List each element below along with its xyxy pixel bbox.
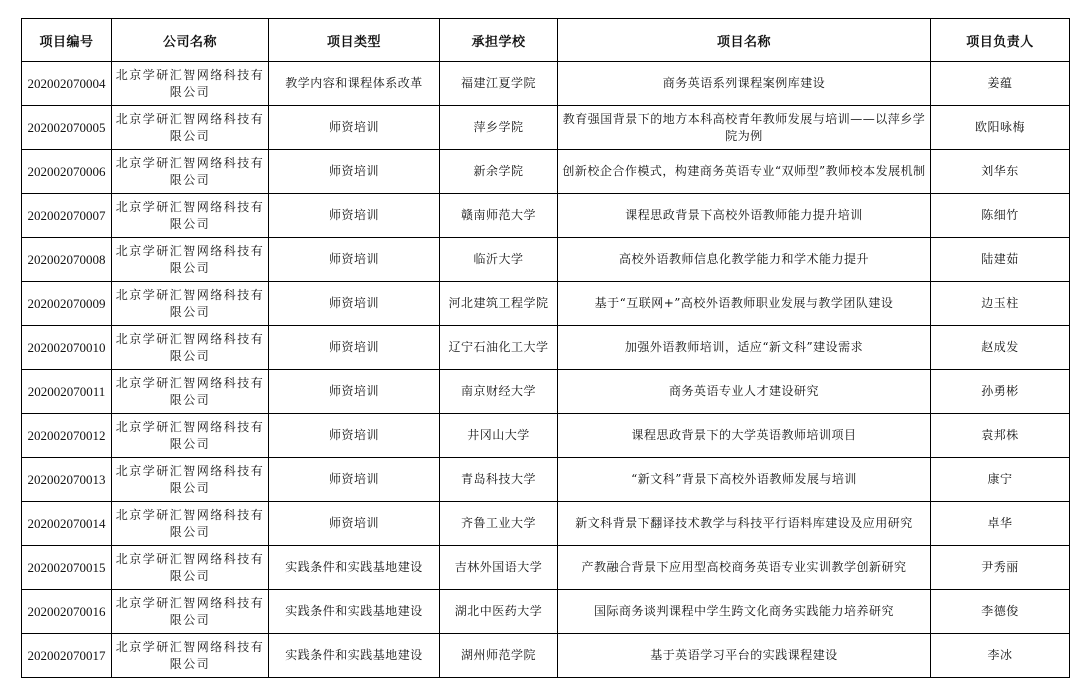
table-row [22, 150, 1070, 194]
cell-project-name: 创新校企合作模式，构建商务英语专业“双师型”教师校本发展机制 [558, 150, 931, 194]
cell-project-leader: 尹秀丽 [931, 546, 1070, 590]
cell-company-name: 北京学研汇智网络科技有限公司 [112, 238, 269, 282]
header-project-id: 项目编号 [22, 19, 112, 62]
cell-project-type: 师资培训 [269, 458, 440, 502]
cell-project-type: 师资培训 [269, 194, 440, 238]
cell-project-type: 实践条件和实践基地建设 [269, 634, 440, 678]
table-row [22, 502, 1070, 546]
cell-project-type: 师资培训 [269, 238, 440, 282]
cell-company-name: 北京学研汇智网络科技有限公司 [112, 634, 269, 678]
cell-company-name: 北京学研汇智网络科技有限公司 [112, 414, 269, 458]
cell-project-name: “新文科”背景下高校外语教师发展与培训 [558, 458, 931, 502]
cell-project-name: 基于英语学习平台的实践课程建设 [558, 634, 931, 678]
cell-school: 临沂大学 [440, 238, 558, 282]
cell-project-type: 师资培训 [269, 150, 440, 194]
cell-school: 南京财经大学 [440, 370, 558, 414]
cell-project-id: 202002070008 [22, 238, 112, 282]
cell-school: 齐鲁工业大学 [440, 502, 558, 546]
cell-project-name: 教育强国背景下的地方本科高校青年教师发展与培训——以萍乡学院为例 [558, 106, 931, 150]
cell-project-id: 202002070014 [22, 502, 112, 546]
cell-project-type: 师资培训 [269, 326, 440, 370]
cell-project-type: 师资培训 [269, 106, 440, 150]
cell-project-name: 商务英语系列课程案例库建设 [558, 62, 931, 106]
table-row [22, 194, 1070, 238]
cell-project-type: 师资培训 [269, 502, 440, 546]
table-row [22, 370, 1070, 414]
cell-project-name: 新文科背景下翻译技术教学与科技平行语料库建设及应用研究 [558, 502, 931, 546]
cell-project-id: 202002070006 [22, 150, 112, 194]
cell-school: 湖北中医药大学 [440, 590, 558, 634]
table-row [22, 106, 1070, 150]
cell-company-name: 北京学研汇智网络科技有限公司 [112, 106, 269, 150]
cell-company-name: 北京学研汇智网络科技有限公司 [112, 326, 269, 370]
cell-project-leader: 姜蕴 [931, 62, 1070, 106]
table-row [22, 634, 1070, 678]
table-row [22, 458, 1070, 502]
cell-school: 新余学院 [440, 150, 558, 194]
table-row [22, 414, 1070, 458]
cell-project-name: 课程思政背景下高校外语教师能力提升培训 [558, 194, 931, 238]
cell-project-leader: 陆建茹 [931, 238, 1070, 282]
header-project-type: 项目类型 [269, 19, 440, 62]
cell-project-id: 202002070009 [22, 282, 112, 326]
cell-project-id: 202002070013 [22, 458, 112, 502]
cell-project-leader: 康宁 [931, 458, 1070, 502]
cell-project-id: 202002070016 [22, 590, 112, 634]
cell-project-leader: 卓华 [931, 502, 1070, 546]
cell-project-name: 课程思政背景下的大学英语教师培训项目 [558, 414, 931, 458]
cell-company-name: 北京学研汇智网络科技有限公司 [112, 62, 269, 106]
cell-company-name: 北京学研汇智网络科技有限公司 [112, 194, 269, 238]
table-row [22, 590, 1070, 634]
cell-project-id: 202002070015 [22, 546, 112, 590]
cell-project-name: 产教融合背景下应用型高校商务英语专业实训教学创新研究 [558, 546, 931, 590]
cell-school: 青岛科技大学 [440, 458, 558, 502]
cell-company-name: 北京学研汇智网络科技有限公司 [112, 150, 269, 194]
cell-company-name: 北京学研汇智网络科技有限公司 [112, 458, 269, 502]
cell-project-type: 实践条件和实践基地建设 [269, 546, 440, 590]
table-row [22, 62, 1070, 106]
cell-project-leader: 孙勇彬 [931, 370, 1070, 414]
cell-project-name: 国际商务谈判课程中学生跨文化商务实践能力培养研究 [558, 590, 931, 634]
cell-company-name: 北京学研汇智网络科技有限公司 [112, 282, 269, 326]
cell-project-type: 师资培训 [269, 414, 440, 458]
cell-project-leader: 赵成发 [931, 326, 1070, 370]
cell-company-name: 北京学研汇智网络科技有限公司 [112, 590, 269, 634]
cell-school: 萍乡学院 [440, 106, 558, 150]
cell-project-name: 加强外语教师培训，适应“新文科”建设需求 [558, 326, 931, 370]
cell-project-name: 基于“互联网+”高校外语教师职业发展与教学团队建设 [558, 282, 931, 326]
table-row [22, 326, 1070, 370]
table-row [22, 282, 1070, 326]
cell-project-id: 202002070011 [22, 370, 112, 414]
cell-project-name: 商务英语专业人才建设研究 [558, 370, 931, 414]
cell-school: 井冈山大学 [440, 414, 558, 458]
cell-project-type: 实践条件和实践基地建设 [269, 590, 440, 634]
cell-project-id: 202002070010 [22, 326, 112, 370]
cell-project-type: 教学内容和课程体系改革 [269, 62, 440, 106]
cell-project-leader: 欧阳咏梅 [931, 106, 1070, 150]
header-project-leader: 项目负责人 [931, 19, 1070, 62]
cell-school: 福建江夏学院 [440, 62, 558, 106]
cell-project-id: 202002070004 [22, 62, 112, 106]
cell-school: 湖州师范学院 [440, 634, 558, 678]
cell-school: 吉林外国语大学 [440, 546, 558, 590]
cell-project-leader: 袁邦株 [931, 414, 1070, 458]
cell-school: 辽宁石油化工大学 [440, 326, 558, 370]
cell-project-type: 师资培训 [269, 282, 440, 326]
cell-project-leader: 刘华东 [931, 150, 1070, 194]
cell-project-id: 202002070007 [22, 194, 112, 238]
cell-project-id: 202002070005 [22, 106, 112, 150]
cell-school: 河北建筑工程学院 [440, 282, 558, 326]
table-row [22, 238, 1070, 282]
cell-project-name: 高校外语教师信息化教学能力和学术能力提升 [558, 238, 931, 282]
cell-project-type: 师资培训 [269, 370, 440, 414]
table-header-row [22, 19, 1070, 62]
cell-company-name: 北京学研汇智网络科技有限公司 [112, 502, 269, 546]
cell-school: 赣南师范大学 [440, 194, 558, 238]
header-company-name: 公司名称 [112, 19, 269, 62]
cell-project-id: 202002070012 [22, 414, 112, 458]
cell-project-leader: 李冰 [931, 634, 1070, 678]
cell-project-leader: 李德俊 [931, 590, 1070, 634]
project-table [21, 18, 1070, 678]
table-body [22, 62, 1070, 678]
cell-project-leader: 陈细竹 [931, 194, 1070, 238]
table-row [22, 546, 1070, 590]
header-school: 承担学校 [440, 19, 558, 62]
cell-company-name: 北京学研汇智网络科技有限公司 [112, 546, 269, 590]
cell-company-name: 北京学研汇智网络科技有限公司 [112, 370, 269, 414]
cell-project-id: 202002070017 [22, 634, 112, 678]
header-project-name: 项目名称 [558, 19, 931, 62]
cell-project-leader: 边玉柱 [931, 282, 1070, 326]
